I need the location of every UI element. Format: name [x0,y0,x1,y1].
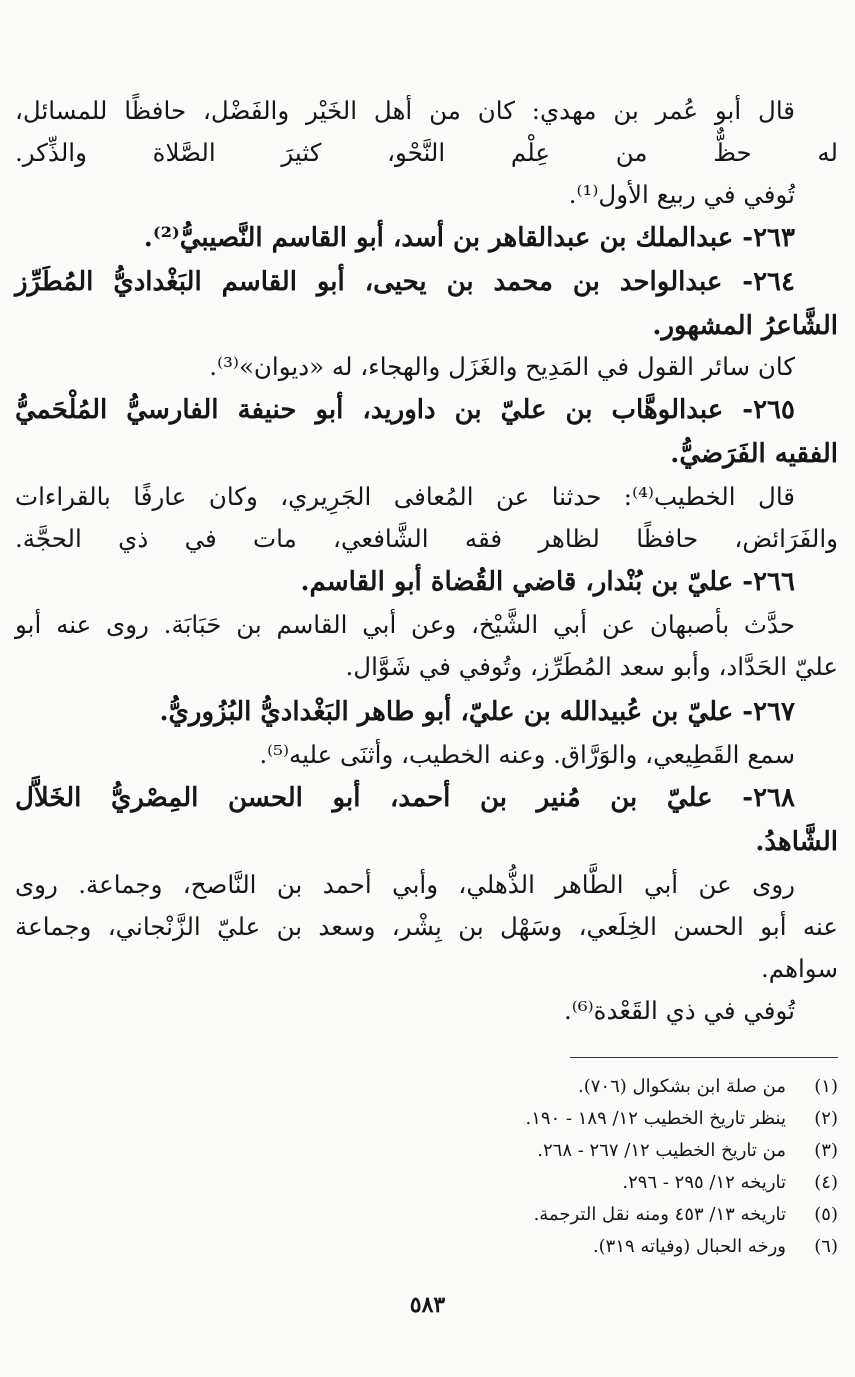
footnote [15,1108,838,1131]
footnote-text: من تاريخ الخطيب ١٢/ ٢٦٧ - ٢٦٨. [537,1140,786,1161]
footnote [15,1076,838,1099]
entry-heading-268-cont: الشَّاهدُ. [755,827,838,857]
text-line: روى عن أبي الطَّاهر الذُّهلي، وأبي أحمد بن النَّاصح، وجماعة. روى [15,870,795,899]
entry-heading-264: ٢٦٤- عبدالواحد بن محمد بن يحيى، أبو القاسم البَغْداديُّ المُطَرِّز [15,267,795,297]
text-line: سمع القَطِيعي، والوَرَّاق. وعنه الخطيب، وأثنَى عليه⁽⁵⁾. [259,740,795,769]
footnote-number: (٢) [814,1108,838,1129]
text-line: والفَرَائض، حافظًا لظاهر فقه الشَّافعي، مات في ذي الحجَّة. [15,524,838,553]
page-number: ٥٨٣ [409,1292,446,1318]
footnote-number: (٦) [814,1236,838,1257]
footnote-text: ورخه الحبال (وفياته ٣١٩). [592,1236,786,1257]
footnote-number: (٤) [814,1172,838,1193]
text-line: تُوفي في ربيع الأول⁽¹⁾. [568,180,795,209]
text-line: كان سائر القول في المَدِيح والغَزَل والهجاء، له «ديوان»⁽³⁾. [209,352,795,381]
footnote-text: تاريخه ١٣/ ٤٥٣ ومنه نقل الترجمة. [533,1204,786,1225]
footnote [15,1204,838,1227]
entry-heading-263: ٢٦٣- عبدالملك بن عبدالقاهر بن أسد، أبو القاسم النَّصيبيُّ⁽²⁾. [143,223,795,253]
text-line: حدَّث بأصبهان عن أبي الشَّيْخ، وعن أبي القاسم بن حَبَابَة. روى عنه أبو [15,610,795,639]
entry-heading-266: ٢٦٦- عليّ بن بُنْدار، قاضي القُضاة أبو القاسم. [300,567,795,597]
text-line: له حظٌّ من عِلْم النَّحْو، كثيرَ الصَّلاة والذِّكر. [15,138,838,167]
footnote-text: من صلة ابن بشكوال (٧٠٦). [577,1076,786,1097]
footnote [15,1172,838,1195]
entry-heading-265: ٢٦٥- عبدالوهَّاب بن عليّ بن داوريد، أبو حنيفة الفارسيُّ المُلْحَميُّ [15,395,795,425]
text-line: تُوفي في ذي القَعْدة⁽⁶⁾. [563,996,795,1025]
footnote-number: (٥) [814,1204,838,1225]
footnote-rule [570,1057,838,1058]
entry-heading-265-cont: الفقيه الفَرَضيُّ. [670,439,838,469]
entry-heading-268: ٢٦٨- عليّ بن مُنير بن أحمد، أبو الحسن المِصْريُّ الخَلاَّل [15,783,795,813]
text-line: عليّ الحَدَّاد، وأبو سعد المُطَرِّز، وتُوفي في شَوَّال. [345,652,838,681]
footnote-number: (٣) [814,1140,838,1161]
text-line: قال أبو عُمر بن مهدي: كان من أهل الخَيْر والفَضْل، حافظًا للمسائل، [15,96,795,125]
entry-heading-267: ٢٦٧- عليّ بن عُبيدالله بن عليّ، أبو طاهر البَغْداديُّ البُزُوريُّ. [159,697,795,727]
text-line: سواهم. [760,954,838,983]
entry-heading-264-cont: الشَّاعرُ المشهور. [652,311,838,341]
text-line: قال الخطيب⁽⁴⁾: حدثنا عن المُعافى الجَرِيري، وكان عارفًا بالقراءات [15,482,795,511]
footnote-text: ينظر تاريخ الخطيب ١٢/ ١٨٩ - ١٩٠. [525,1108,786,1129]
footnote [15,1140,838,1163]
text-line: عنه أبو الحسن الخِلَعي، وسَهْل بن بِشْر، وسعد بن عليّ الزَّنْجاني، وجماعة [15,912,838,941]
footnote [15,1236,838,1259]
footnote-number: (١) [814,1076,838,1097]
footnote-text: تاريخه ١٢/ ٢٩٥ - ٢٩٦. [622,1172,786,1193]
